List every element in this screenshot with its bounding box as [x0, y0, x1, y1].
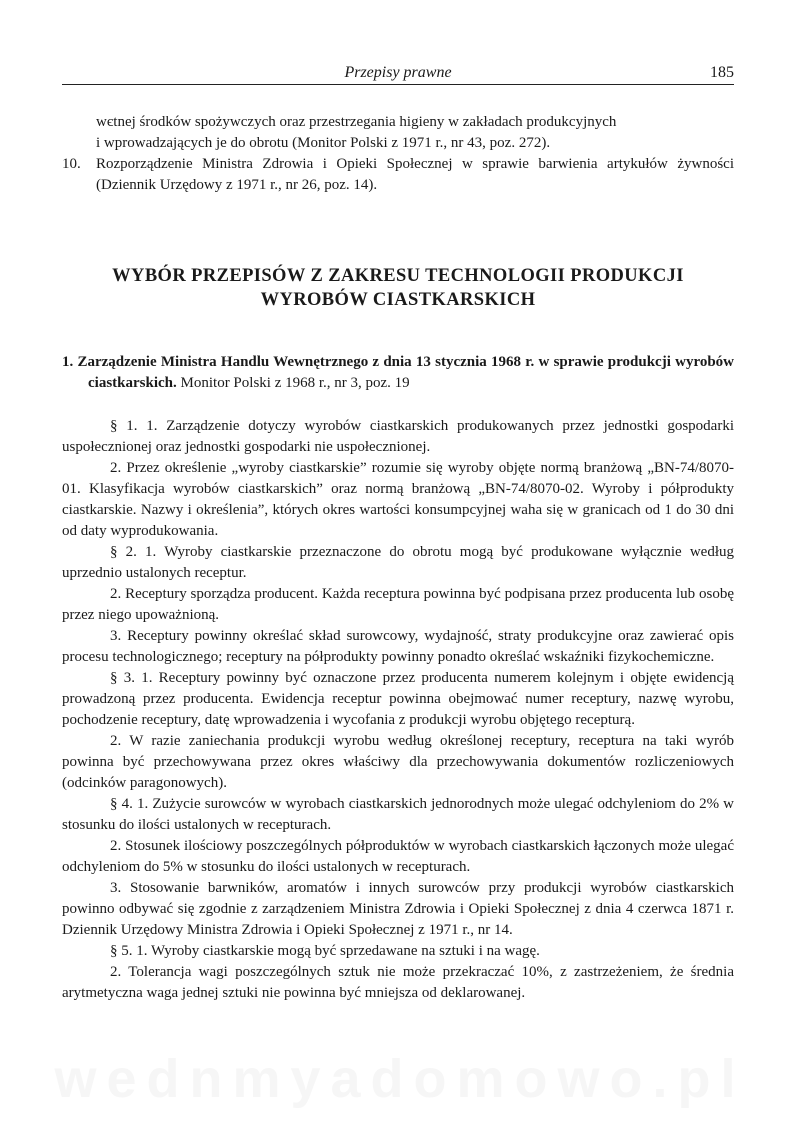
paragraph: § 4. 1. Zużycie surowców w wyrobach ciastkarskich jednorodnych może ulegać odchyleniom do 2% w stosunku do ilości ustalonych w recepturach.	[62, 796, 734, 833]
act-title	[62, 352, 734, 394]
section-heading-line-2: WYROBÓW CIASTKARSKICH	[260, 290, 536, 310]
continuation-line-2: i wprowadzających je do obrotu (Monitor Polski z 1971 r., nr 43, poz. 272).	[96, 135, 551, 151]
list-item-text: Rozporządzenie Ministra Zdrowia i Opieki Społecznej w sprawie barwienia artykułów żywności (Dziennik Urzędowy z 1971 r., nr 26, poz. 14).	[96, 156, 734, 193]
paragraph: 3. Receptury powinny określać skład surowcowy, wydajność, straty produkcyjne oraz zawierać opis procesu technologicznego; receptury na półprodukty powinny ponadto określać wskaźniki fizykochemiczne.	[62, 628, 734, 665]
watermark: wednmyadomowo.pl	[54, 1049, 746, 1109]
paragraph: § 5. 1. Wyroby ciastkarskie mogą być sprzedawane na sztuki i na wagę.	[110, 943, 540, 959]
paragraph: 2. Przez określenie „wyroby ciastkarskie” rozumie się wyroby objęte normą branżową „BN-74/8070-01. Klasyfikacja wyrobów ciastkarskich” oraz normą branżową „BN-74/8070-02. Wyroby i półprodukty ciastkarskie. Nazwy i określenia”, których okres wartości konsumpcyjnej waha się w granicach od 1 do 30 dni od daty wyprodukowania.	[62, 460, 734, 539]
continuation-line-1: wєtnej środków spożywczych oraz przestrzegania higieny w zakładach produkcyjnych	[96, 114, 617, 130]
header-title: Przepisy prawne	[344, 64, 452, 81]
list-item-10	[62, 154, 734, 196]
paragraph: 2. Tolerancja wagi poszczególnych sztuk nie może przekraczać 10%, z zastrzeżeniem, że średnia arytmetyczna waga jednej sztuki nie powinna być mniejsza od deklarowanej.	[62, 964, 734, 1001]
section-heading	[62, 264, 734, 312]
paragraph: 2. Receptury sporządza producent. Każda receptura powinna być podpisana przez producenta lub osobę przez niego upoważnioną.	[62, 586, 734, 623]
page-content	[62, 112, 734, 1004]
paragraph: 3. Stosowanie barwników, aromatów i innych surowców przy produkcji wyrobów ciastkarskich powinno odbywać się zgodnie z zarządzeniem Ministra Zdrowia i Opieki Społecznej z dnia 4 czerwca 1871 r. Dziennik Urzędowy Ministra Zdrowia i Opieki Społecznej z 1971 r., nr 14.	[62, 880, 734, 938]
paragraph: § 2. 1. Wyroby ciastkarskie przeznaczone do obrotu mogą być produkowane wyłącznie według uprzednio ustalonych receptur.	[62, 544, 734, 581]
section-heading-line-1: WYBÓR PRZEPISÓW Z ZAKRESU TECHNOLOGII PRODUKCJI	[112, 266, 684, 286]
paragraph: 2. W razie zaniechania produkcji wyrobu według określonej receptury, receptura na taki wyrób powinna być przechowywana przez okres właściwy dla przechowywania dokumentów rozliczeniowych (odcinków paragonowych).	[62, 733, 734, 791]
page-number: 185	[710, 64, 734, 81]
act-title-source: Monitor Polski z 1968 r., nr 3, poz. 19	[176, 375, 410, 391]
paragraph: 2. Stosunek ilościowy poszczególnych półproduktów w wyrobach ciastkarskich łączonych może ulegać odchyleniom do 5% w stosunku do ilości ustalonych w recepturach.	[62, 838, 734, 875]
list-item-number: 10.	[62, 156, 81, 172]
running-header	[62, 62, 734, 85]
paragraph: § 3. 1. Receptury powinny być oznaczone przez producenta numerem kolejnym i objęte ewidencją prowadzoną przez producenta. Ewidencja receptur powinna obejmować numer receptury, nazwę wyrobu, pochodzenie receptury, datę wprowadzenia i wycofania z produkcji wyrobu objętego recepturą.	[62, 670, 734, 728]
act-title-bold: 1. Zarządzenie Ministra Handlu Wewnętrznego z dnia 13 stycznia 1968 r. w sprawie produkcji wyrobów ciastkarskich.	[62, 354, 734, 391]
paragraph: § 1. 1. Zarządzenie dotyczy wyrobów ciastkarskich produkowanych przez jednostki gospodarki uspołecznionej oraz jednostki gospodarki nie uspołecznionej.	[62, 418, 734, 455]
